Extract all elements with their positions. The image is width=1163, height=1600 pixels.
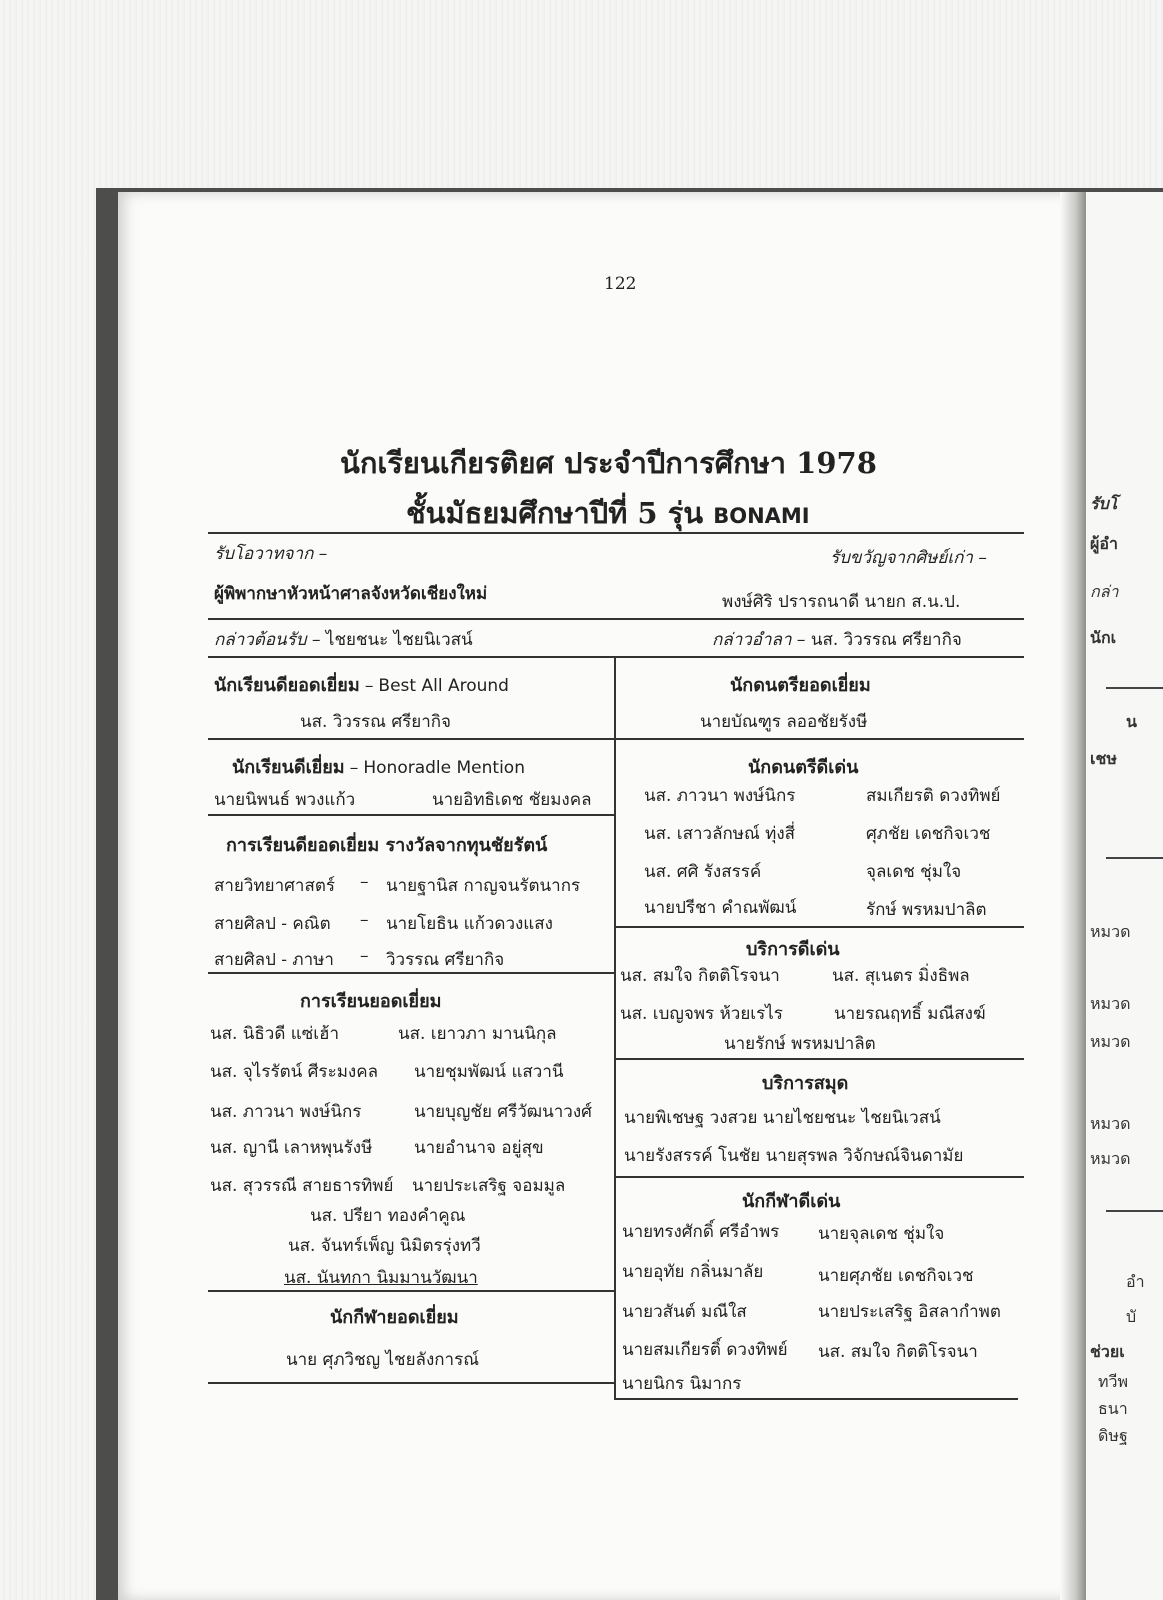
service-name: นายรักษ์ พรหมปาลิต [724,1034,876,1054]
study-award-title: การเรียนดียอดเยี่ยม รางวัลจากทุนชัยรัตน์ [226,835,548,856]
facing-page-fragment [1086,192,1163,1600]
book-gutter [1060,192,1086,1600]
rule [614,738,1024,740]
fragment-text: ช่วยเ [1090,1342,1125,1361]
page-title: นักเรียนเกียรติยศ ประจำปีการศึกษา 1978 [340,446,877,480]
excellent-student-name: นส. จันทร์เพ็ญ นิมิตรรุ่งทวี [288,1236,481,1256]
study-award-stream: สายศิลป - คณิต [214,914,331,934]
welcome-speech [214,626,473,653]
athlete-name: นส. สมใจ กิตติโรจนา [818,1342,978,1362]
fragment-text: เชษ [1090,749,1117,768]
musician-name: นส. ศศิ รังสรรค์ [644,862,762,882]
musician-name: จุลเดช ชุ่มใจ [866,862,962,882]
excellent-student-name: นายประเสริฐ จอมมูล [412,1176,566,1196]
best-student-english: Best All Around [378,676,509,696]
excellent-student-name: นายอำนาจ อยู่สุข [414,1138,544,1158]
gift-label: รับขวัญจากศิษย์เก่า – [830,548,987,568]
musician-name: รักษ์ พรหมปาลิต [866,900,987,920]
fragment-text: ทวีพ [1098,1372,1129,1391]
advice-from: ผู้พิพากษาหัวหน้าศาลจังหวัดเชียงใหม่ [214,584,488,604]
excellent-student-name: นส. เยาวภา มานนิกุล [398,1024,557,1044]
service-name: นส. เบญจพร ห้วยเรไร [620,1004,783,1024]
good-student-name: นายอิทธิเดช ชัยมงคล [432,790,592,810]
fragment-text: นักเ [1090,628,1117,647]
rule [208,656,1024,658]
gift-from: พงษ์ศิริ ปรารถนาดี นายก ส.น.ป. [722,592,961,612]
dash: – [360,872,369,892]
service-name: นายรณฤทธิ์ มณีสงฆ์ [834,1004,986,1024]
excellent-student-name: นส. จุไรรัตน์ ศีระมงคล [210,1062,378,1082]
excellent-student-name: นส. ญานี เลาหพุนรังษี [210,1138,373,1158]
rule [614,1398,1018,1400]
subtitle-thai: ชั้นมัธยมศึกษาปีที่ 5 รุ่น [406,496,704,530]
musician-name: นส. เสาวลักษณ์ ทุ่งสี่ [644,824,796,844]
fragment-text: ดิษฐ [1098,1426,1128,1445]
rule [208,972,614,974]
rule [614,1176,1024,1178]
rule [208,1290,614,1292]
athlete-name: นายศุภชัย เดชกิจเวช [818,1266,974,1286]
athlete-name: นายวสันต์ มณีใส [622,1302,747,1322]
fragment-text: หมวด [1090,1032,1131,1051]
library-names: นายรังสรรค์ โนชัย นายสุรพล วิจักษณ์จินดามัย [624,1146,964,1166]
service-title: บริการดีเด่น [746,939,840,960]
dash: – [360,910,369,930]
page-subtitle [406,490,810,536]
best-student-name: นส. วิวรรณ ศรียากิจ [300,712,452,732]
excellent-student-name: นายชุมพัฒน์ แสวานี [414,1062,564,1082]
fragment-text: หมวด [1090,1114,1131,1133]
excellent-student-name: นส. นันทกา นิมมานวัฒนา [284,1268,478,1288]
farewell-name: นส. วิวรรณ ศรียากิจ [810,630,962,650]
rule [208,1382,614,1384]
athlete-name: นายนิกร นิมากร [622,1374,742,1394]
fragment-text: หมวด [1090,1149,1131,1168]
subtitle-class-name: BONAMI [713,504,810,528]
fragment-rule [1106,857,1163,859]
dash: – [364,676,374,696]
fragment-text: ธนา [1098,1399,1128,1418]
dash: – [360,946,369,966]
best-musician-title: นักดนตรียอดเยี่ยม [730,675,871,696]
service-name: นส. สุเนตร มิ่งธิพล [832,966,970,986]
study-award-name: นายโยธิน แก้วดวงแสง [386,914,553,934]
rule [614,926,1024,928]
column-divider [614,656,616,1400]
good-student-title: นักเรียนดีเยี่ยม [232,757,345,778]
fragment-rule [1106,687,1163,689]
study-award-name: นายฐานิส กาญจนรัตนากร [386,876,581,896]
good-student-english: Honoradle Mention [363,758,525,778]
musician-name: นส. ภาวนา พงษ์นิกร [644,786,796,806]
good-student-name: นายนิพนธ์ พวงแก้ว [214,790,356,810]
fragment-text: หมวด [1090,994,1131,1013]
best-student-heading [214,670,509,699]
farewell-label: กล่าวอำลา – [712,630,806,650]
fragment-text: กล่า [1090,582,1119,601]
rule [614,1058,1024,1060]
athlete-name: นายอุทัย กลิ่นมาลัย [622,1262,764,1282]
excellent-student-name: นส. สุวรรณี สายธารทิพย์ [210,1176,394,1196]
rule [208,532,1024,534]
fragment-rule [1106,1210,1163,1212]
good-athletes-title: นักกีฬาดีเด่น [742,1191,841,1212]
service-name: นส. สมใจ กิตติโรจนา [620,966,780,986]
page-number: 122 [604,274,637,294]
rule [208,618,1024,620]
athlete-name: นายจุลเดช ชุ่มใจ [818,1224,945,1244]
fragment-text: ผู้อำ [1090,534,1118,553]
musician-name: นายปรีชา คำณพัฒน์ [644,898,797,918]
study-award-name: วิวรรณ ศรียากิจ [386,950,505,970]
fragment-text: บั [1126,1307,1137,1326]
good-student-heading [232,752,525,781]
excellent-student-name: นส. นิธิวดี แซ่เฮ้า [210,1024,340,1044]
musician-name: สมเกียรติ ดวงทิพย์ [866,786,1001,806]
excellent-student-name: นายบุญชัย ศรีวัฒนาวงศ์ [414,1102,592,1122]
musician-name: ศุภชัย เดชกิจเวช [866,824,991,844]
best-musician-name: นายบัณฑูร ลออชัยรังษี [700,712,868,732]
best-athlete-name: นาย ศุภวิชญ ไชยลังการณ์ [286,1350,480,1370]
rule [208,738,614,740]
fragment-text: หมวด [1090,922,1131,941]
rule [208,814,614,816]
excellent-student-name: นส. ปรียา ทองคำคูณ [310,1206,466,1226]
athlete-name: นายทรงศักดิ์ ศรีอำพร [622,1222,780,1242]
dash: – [349,758,359,778]
library-title: บริการสมุด [762,1073,849,1094]
study-award-stream: สายวิทยาศาสตร์ [214,876,336,896]
fragment-text: น [1126,712,1137,731]
good-musician-title: นักดนตรีดีเด่น [748,757,859,778]
excellent-study-title: การเรียนยอดเยี่ยม [300,991,442,1012]
study-award-stream: สายศิลป - ภาษา [214,950,334,970]
athlete-name: นายสมเกียรติ์ ดวงทิพย์ [622,1340,788,1360]
athlete-name: นายประเสริฐ อิสลากำพต [818,1302,1001,1322]
advice-label: รับโอวาทจาก – [214,544,328,564]
fragment-text: อำ [1126,1272,1145,1291]
best-athlete-title: นักกีฬายอดเยี่ยม [330,1307,459,1328]
excellent-student-name: นส. ภาวนา พงษ์นิกร [210,1102,362,1122]
library-names: นายพิเชษฐ วงสวย นายไชยชนะ ไชยนิเวสน์ [624,1108,941,1128]
fragment-text: รับโ [1090,494,1118,513]
best-student-title: นักเรียนดียอดเยี่ยม [214,675,360,696]
welcome-label: กล่าวต้อนรับ – [214,630,321,650]
farewell-speech [712,626,962,653]
welcome-name: ไชยชนะ ไชยนิเวสน์ [325,630,473,650]
